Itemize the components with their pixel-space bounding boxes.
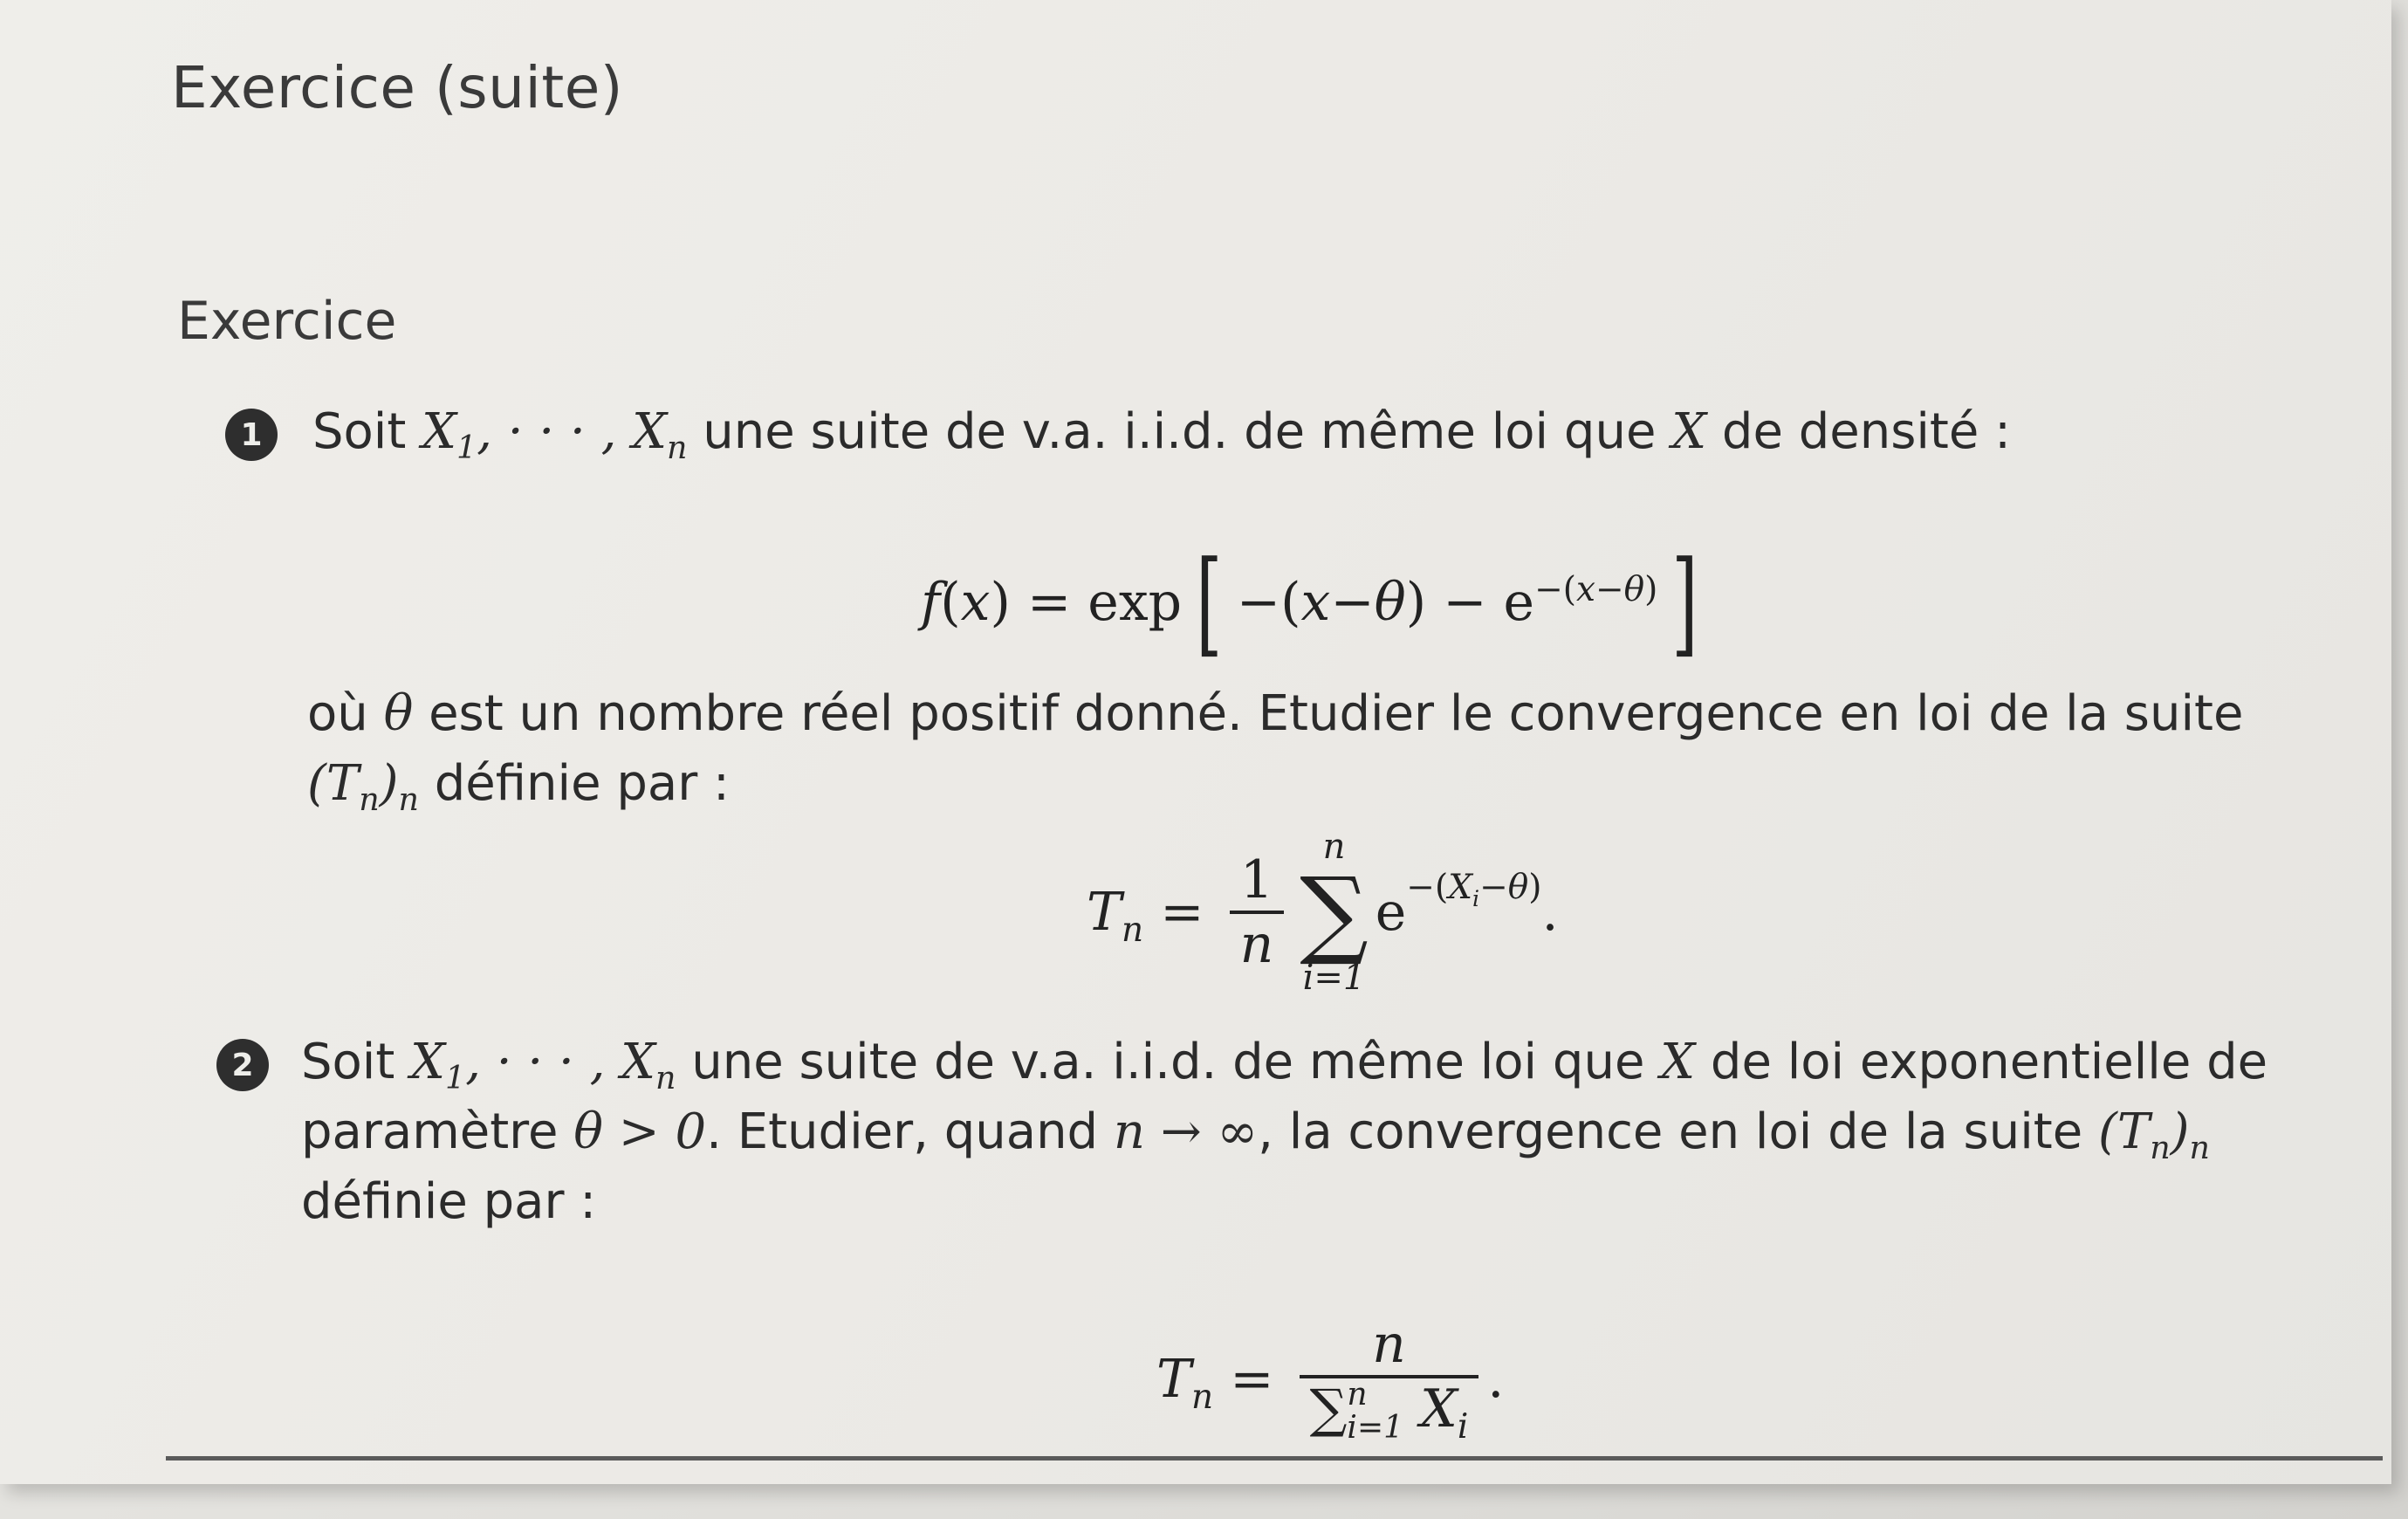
item-1-var-theta: θ bbox=[383, 685, 414, 742]
block-title: Exercice bbox=[177, 291, 397, 352]
item-2-line-2 bbox=[301, 1097, 2210, 1167]
item-1-tn-formula: $T_n$ = $\frac{1}{n}$ n ∑ i=1 e $^{-(X_i -\theta )}$ . bbox=[1087, 827, 1559, 998]
item-2-text-d: paramètre bbox=[301, 1103, 574, 1160]
item-1-text-e: est un nombre réel positif donné. Etudier le convergence en loi de la suite bbox=[413, 685, 2244, 742]
item-2-sequence-math: $X_1$, · · · , $X_n$ bbox=[410, 1034, 676, 1097]
item-1-line-1 bbox=[312, 397, 2011, 467]
item-2-text-f: , la convergence en loi de la suite bbox=[1258, 1103, 2098, 1160]
item-1-text-a: Soit bbox=[312, 403, 422, 460]
item-2-line-1 bbox=[301, 1028, 2267, 1097]
item-1-var-x: X bbox=[1671, 403, 1707, 460]
item-2-line-3: définie par : bbox=[301, 1173, 597, 1230]
item-1-line-3 bbox=[307, 749, 730, 819]
item-1-text-b: une suite de v.a. i.i.d. de même loi que bbox=[687, 403, 1672, 460]
item-2-sequence-tn: $(T_n)_n$ bbox=[2097, 1103, 2210, 1167]
item-2-var-x: X bbox=[1660, 1034, 1696, 1090]
item-1-density-formula: f ( x ) = exp [ −( x − θ ) − e $^{-(x -\theta )}$ ] bbox=[921, 536, 1698, 669]
item-2-text-e: . Etudier, quand bbox=[706, 1103, 1114, 1160]
frame-title: Exercice (suite) bbox=[171, 54, 624, 121]
item-2-tn-formula: $T_n$ = n ∑ n i=1 $X_i$ . bbox=[1156, 1313, 1505, 1447]
bottom-divider bbox=[166, 1456, 2383, 1461]
item-1-sequence-math: $X_1$, · · · , $X_n$ bbox=[422, 403, 688, 467]
item-1-line-2 bbox=[307, 679, 2243, 749]
item-1-text-c: de densité : bbox=[1706, 403, 2011, 460]
item-1-sequence-tn: $(T_n)_n$ bbox=[307, 755, 419, 819]
item-2-limit: n → ∞ bbox=[1113, 1103, 1259, 1160]
item-1-number-badge: 1 bbox=[225, 409, 278, 461]
item-1-text-f: définie par : bbox=[418, 755, 730, 812]
item-2-text-a: Soit bbox=[301, 1034, 411, 1090]
item-2-number-badge: 2 bbox=[216, 1039, 269, 1091]
item-2-theta-condition: θ > 0 bbox=[573, 1103, 707, 1160]
item-2-text-b: une suite de v.a. i.i.d. de même loi que bbox=[676, 1034, 1661, 1090]
item-2-text-c: de loi exponentielle de bbox=[1695, 1034, 2268, 1090]
item-1-text-d: où bbox=[307, 685, 384, 742]
